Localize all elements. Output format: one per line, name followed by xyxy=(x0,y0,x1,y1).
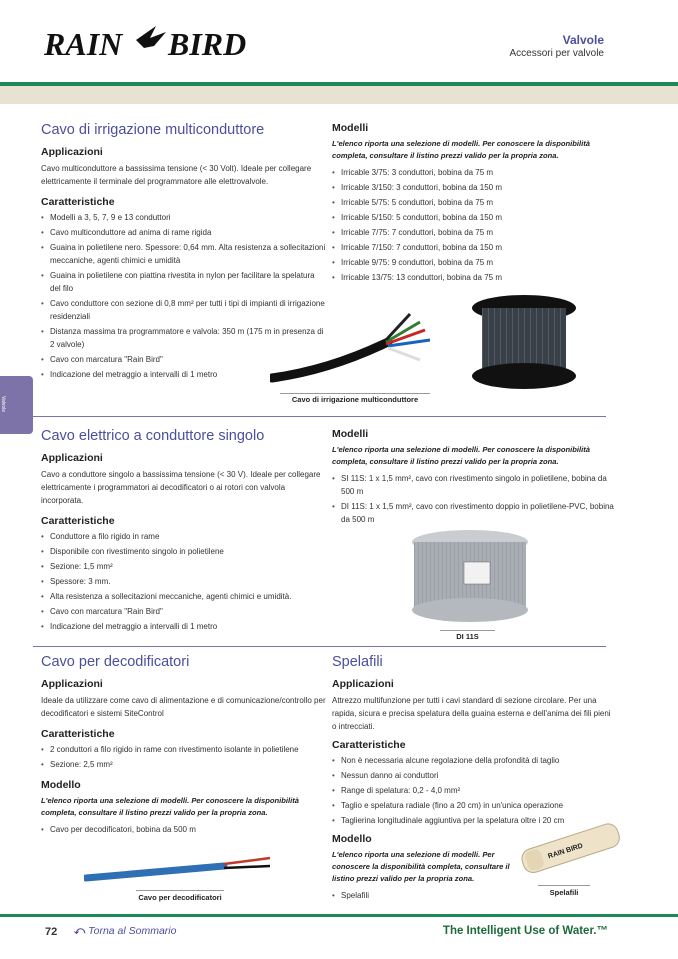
single-reel-image xyxy=(410,528,530,624)
toc-link[interactable] xyxy=(74,925,176,938)
single-caption: DI 11S xyxy=(456,632,479,641)
list-item: • Spessore: 3 mm. xyxy=(41,575,326,588)
single-models-list xyxy=(332,472,622,526)
stripper-model-note: L'elenco riporta una selezione di modelli. Per conoscere la disponibilità completa, consultare il listino prezzi valido per la propria zona. xyxy=(332,850,510,883)
section-divider xyxy=(33,416,606,417)
list-item: • 2 conduttori a filo rigido in rame con rivestimento isolante in polietilene xyxy=(41,743,326,756)
list-item: • Nessun danno ai conduttori xyxy=(332,769,617,782)
decoder-features-heading: Caratteristiche xyxy=(41,728,115,740)
stripper-applications-text: Attrezzo multifunzione per tutti i cavi standard di sezione circolare. Per una rapida, sicura e precisa spelatura della guaina esterna e dell'anima dei fili pieni o intrecciati. xyxy=(332,696,611,731)
list-item: • Irricable 5/75: 5 conduttori, bobina da 75 m xyxy=(332,196,622,209)
list-item: • Cavo per decodificatori, bobina da 500 m xyxy=(41,823,326,836)
multiconductor-title: Cavo di irrigazione multiconduttore xyxy=(41,122,265,138)
single-applications-text: Cavo a conduttore singolo a bassissima tensione (< 30 V). Ideale per collegare elettricamente i programmatori ai decodificatori o ai rotori con valvola incorporata. xyxy=(41,470,321,505)
svg-text:RAIN: RAIN xyxy=(44,26,123,62)
rain-bird-logo xyxy=(44,22,266,64)
list-item: • Indicazione del metraggio a intervalli di 1 metro xyxy=(41,620,326,633)
list-item: • Sezione: 2,5 mm² xyxy=(41,758,326,771)
toc-link-label: Torna al Sommario xyxy=(88,925,177,937)
footer-green-bar xyxy=(0,914,678,917)
stripper-image xyxy=(516,816,626,876)
decoder-cable-image xyxy=(84,852,274,884)
decoder-models-list xyxy=(41,823,326,836)
stripper-tool-label: RAIN BIRD xyxy=(547,842,584,861)
single-models-note: L'elenco riporta una selezione di modelli. Per conoscere la disponibilità completa, consultare il listino prezzi valido per la propria zona. xyxy=(332,445,590,466)
multiconductor-features-heading: Caratteristiche xyxy=(41,196,115,208)
multiconductor-models xyxy=(332,122,622,286)
list-item: • Guaina in polietilene con piattina rivestita in nylon per facilitare la spelatura del filo xyxy=(41,269,326,295)
decoder-title: Cavo per decodificatori xyxy=(41,654,190,670)
list-item: • Non è necessaria alcune regolazione della profondità di taglio xyxy=(332,754,617,767)
single-features-list xyxy=(41,530,326,633)
list-item: • Taglierina longitudinale aggiuntiva per la spelatura oltre i 20 cm xyxy=(332,814,617,827)
single-title: Cavo elettrico a conduttore singolo xyxy=(41,428,265,444)
list-item: • Irricable 9/75: 9 conduttori, bobina da 75 m xyxy=(332,256,622,269)
list-item: • Irricable 3/75: 3 conduttori, bobina da 75 m xyxy=(332,166,622,179)
list-item: • Cavo conduttore con sezione di 0,8 mm² per tutti i tipi di impianti di irrigazione residenziali xyxy=(41,297,326,323)
caption-rule xyxy=(136,890,224,891)
multiconductor-models-heading: Modelli xyxy=(332,122,369,134)
decoder-features-list xyxy=(41,743,326,771)
stripper-model-heading: Modello xyxy=(332,833,372,845)
stripper-caption: Spelafili xyxy=(549,888,579,897)
decoder-section xyxy=(41,654,326,838)
list-item: • Cavo con marcatura "Rain Bird" xyxy=(41,605,326,618)
caption-rule xyxy=(440,630,495,631)
list-item: • Conduttore a filo rigido in rame xyxy=(41,530,326,543)
list-item: • Cavo con marcatura "Rain Bird" xyxy=(41,353,326,366)
stripper-title: Spelafili xyxy=(332,654,383,670)
list-item: • Irricable 7/150: 7 conduttori, bobina da 150 m xyxy=(332,241,622,254)
list-item: • Irricable 3/150: 3 conduttori, bobina da 150 m xyxy=(332,181,622,194)
decoder-model-note: L'elenco riporta una selezione di modelli. Per conoscere la disponibilità completa, consultare il listino prezzi valido per la propria zona. xyxy=(41,796,299,817)
header-section: Valvole xyxy=(562,33,604,47)
list-item: • Irricable 7/75: 7 conduttori, bobina da 75 m xyxy=(332,226,622,239)
decoder-applications-text: Ideale da utilizzare come cavo di alimentazione e di comunicazione/controllo per decodificatori e sistemi SiteControl xyxy=(41,696,326,718)
svg-text:BIRD: BIRD xyxy=(168,26,247,62)
list-item: • Guaina in polietilene nero. Spessore: 0,64 mm. Alta resistenza a sollecitazioni meccaniche, agenti chimici e umidità xyxy=(41,241,326,267)
list-item: • Sezione: 1,5 mm² xyxy=(41,560,326,573)
list-item: • Disponibile con rivestimento singolo in polietilene xyxy=(41,545,326,558)
list-item: • Distanza massima tra programmatore e valvola: 350 m (175 m in presenza di 2 valvole) xyxy=(41,325,326,351)
single-applications-heading: Applicazioni xyxy=(41,452,103,464)
multiconductor-cable-image xyxy=(270,300,440,390)
list-item: • SI 11S: 1 x 1,5 mm², cavo con rivestimento singolo in polietilene, bobina da 500 m xyxy=(332,472,622,498)
footer-tagline: The Intelligent Use of Water.™ xyxy=(442,925,608,937)
list-item: • Spelafili xyxy=(332,889,617,902)
stripper-features-heading: Caratteristiche xyxy=(332,739,406,751)
multiconductor-caption: Cavo di irrigazione multiconduttore xyxy=(291,395,419,404)
decoder-caption: Cavo per decodificatori xyxy=(138,893,222,902)
stripper-applications-heading: Applicazioni xyxy=(332,678,394,690)
single-features-heading: Caratteristiche xyxy=(41,515,115,527)
multiconductor-applications-text: Cavo multiconduttore a bassissima tensione (< 30 Volt). Ideale per collegare elettricamente il terminale del programmatore alle elettrovalvole. xyxy=(41,164,312,186)
multiconductor-models-note: L'elenco riporta una selezione di modelli. Per conoscere la disponibilità completa, consultare il listino prezzi valido per la propria zona. xyxy=(332,139,590,160)
side-tab[interactable] xyxy=(0,376,33,434)
list-item: • DI 11S: 1 x 1,5 mm², cavo con rivestimento doppio in polietilene-PVC, bobina da 500 m xyxy=(332,500,622,526)
multiconductor-applications-heading: Applicazioni xyxy=(41,146,103,158)
list-item: • Irricable 13/75: 13 conduttori, bobina da 75 m xyxy=(332,271,622,284)
single-models xyxy=(332,428,622,528)
list-item: • Cavo multiconduttore ad anima di rame rigida xyxy=(41,226,326,239)
caption-rule xyxy=(280,393,430,394)
page-number: 72 xyxy=(45,926,58,938)
return-arrow-icon: ⤺ xyxy=(74,925,86,937)
single-left xyxy=(41,428,326,635)
header-beige-bar xyxy=(0,86,678,104)
list-item: • Modelli a 3, 5, 7, 9 e 13 conduttori xyxy=(41,211,326,224)
list-item: • Range di spelatura: 0,2 - 4,0 mm² xyxy=(332,784,617,797)
list-item: • Irricable 5/150: 5 conduttori, bobina da 150 m xyxy=(332,211,622,224)
decoder-model-heading: Modello xyxy=(41,779,81,791)
header-subsection: Accessori per valvole xyxy=(509,48,604,59)
list-item: • Taglio e spelatura radiale (fino a 20 cm) in un'unica operazione xyxy=(332,799,617,812)
single-models-heading: Modelli xyxy=(332,428,369,440)
list-item: • Alta resistenza a sollecitazioni meccaniche, agenti chimici e umidità. xyxy=(41,590,326,603)
decoder-applications-heading: Applicazioni xyxy=(41,678,103,690)
caption-rule xyxy=(538,885,590,886)
section-divider xyxy=(33,646,606,647)
side-tab-label: Valvole xyxy=(0,396,6,413)
multiconductor-reel-image xyxy=(470,292,578,392)
multiconductor-models-list xyxy=(332,166,622,284)
list-item: • Indicazione del metraggio a intervalli di 1 metro xyxy=(41,368,326,381)
